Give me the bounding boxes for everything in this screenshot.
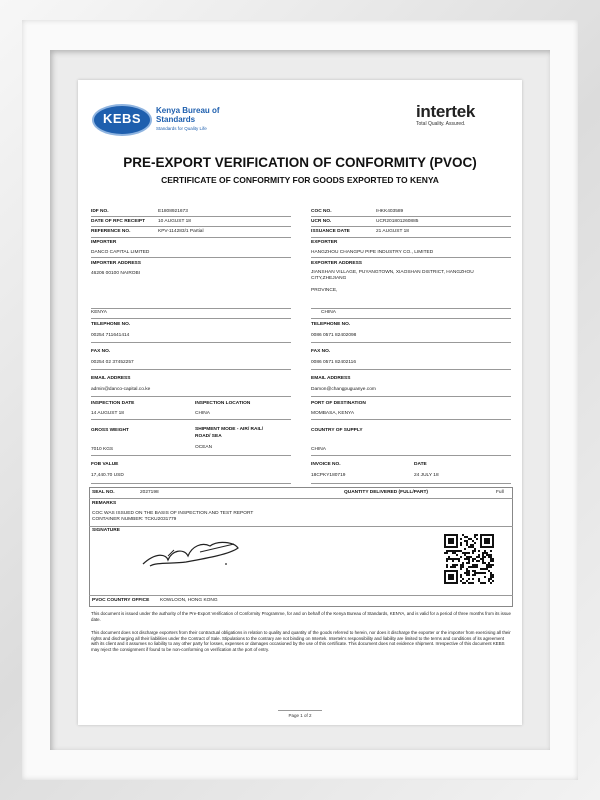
gross-weight-label: GROSS WEIGHT xyxy=(91,428,129,433)
issuance-date-label: ISSUANCE DATE xyxy=(311,229,350,234)
inspection-date-value: 14 AUGUST 18 xyxy=(91,411,124,416)
kebs-tagline: Standards for Quality Life xyxy=(156,126,207,131)
exporter-fax-label: FAX NO. xyxy=(311,349,331,354)
idf-value: E1808921673 xyxy=(158,209,188,214)
exporter-email-label: EMAIL ADDRESS xyxy=(311,376,351,381)
quantity-delivered-value: Full xyxy=(496,490,504,495)
quantity-delivered-label: QUANTITY DELIVERED (FULL/PART) xyxy=(344,490,429,495)
invoice-date-value: 24 JULY 18 xyxy=(414,473,439,478)
certificate-subtitle: CERTIFICATE OF CONFORMITY FOR GOODS EXPORTED TO KENYA xyxy=(161,175,439,185)
port-destination-value: MOMBASA, KENYA xyxy=(311,411,355,416)
importer-tel-value: 00254 711641414 xyxy=(91,333,130,338)
ucr-label: UCR NO. xyxy=(311,219,332,224)
signature-label: SIGNATURE xyxy=(92,528,120,533)
kebs-logo xyxy=(92,104,242,138)
seal-value: 2027198 xyxy=(140,490,159,495)
inspection-location-label: INSPECTION LOCATION xyxy=(195,401,251,406)
certificate-title: PRE-EXPORT VERIFICATION OF CONFORMITY (PVOC) xyxy=(123,155,477,170)
issuance-date-value: 21 AUGUST 18 xyxy=(376,229,409,234)
shipment-mode-label-2: ROAD/ SEA xyxy=(195,434,222,439)
importer-value: DANCO CAPITAL LIMITED xyxy=(91,250,150,255)
port-destination-label: PORT OF DESTINATION xyxy=(311,401,366,406)
inspection-location-value: CHINA xyxy=(195,411,210,416)
pvoc-office-label: PVOC COUNTRY OFFICE xyxy=(92,598,150,603)
coc-value: IHKK403589 xyxy=(376,209,404,214)
signature-scribble xyxy=(138,532,248,572)
kebs-name: Kenya Bureau of Standards xyxy=(156,106,220,124)
country-supply-value: CHINA xyxy=(311,447,326,452)
exporter-email-value: Damon@changpuguanye.com xyxy=(311,387,376,392)
importer-email-label: EMAIL ADDRESS xyxy=(91,376,131,381)
invoice-value: 18CPKY180719 xyxy=(311,473,346,478)
intertek-name: intertek xyxy=(416,102,476,121)
reference-value: KPV-114283/1 Partial xyxy=(158,229,204,234)
importer-fax-value: 00254 02 37452257 xyxy=(91,360,134,365)
reference-label: REFERENCE NO. xyxy=(91,229,131,234)
exporter-address-line-2: CITY,ZHEJIANG xyxy=(311,276,347,281)
ucr-value: UCR201801260885 xyxy=(376,219,419,224)
intertek-logo xyxy=(416,102,475,127)
shipment-mode-label-1: SHIPMENT MODE - AIR/ RAIL/ xyxy=(195,427,264,432)
coc-label: COC NO. xyxy=(311,209,332,214)
exporter-fax-value: 0086 0571 82402116 xyxy=(311,360,356,365)
qr-code-icon xyxy=(444,534,494,584)
seal-label: SEAL NO. xyxy=(92,490,115,495)
pvoc-office-value: KOWLOON, HONG KONG xyxy=(160,598,218,603)
exporter-address-label: EXPORTER ADDRESS xyxy=(311,261,362,266)
exporter-address-line-1: JIANSHAN VILLAGE, PUYANGTOWN, XIAOSHAN DISTRICT, HANGZHOU xyxy=(311,270,474,275)
exporter-label: EXPORTER xyxy=(311,240,338,245)
rfc-label: DATE OF RFC RECEIPT xyxy=(91,219,146,224)
importer-email-value: admin@danco-capital.co.ke xyxy=(91,387,151,392)
shipment-mode-value: OCEAN xyxy=(195,445,213,450)
fob-value: 17,440.70 USD xyxy=(91,473,124,478)
importer-tel-label: TELEPHONE NO. xyxy=(91,322,131,327)
importer-address-value: 46206 00100 NAIROBI xyxy=(91,271,141,276)
invoice-date-label: DATE xyxy=(414,462,427,467)
inspection-date-label: INSPECTION DATE xyxy=(91,401,135,406)
exporter-tel-value: 0086 0571 82402098 xyxy=(311,333,357,338)
importer-label: IMPORTER xyxy=(91,240,117,245)
exporter-country: CHINA xyxy=(321,310,336,315)
country-supply-label: COUNTRY OF SUPPLY xyxy=(311,428,363,433)
exporter-address-line-3: PROVINCE, xyxy=(311,288,338,293)
exporter-tel-label: TELEPHONE NO. xyxy=(311,322,351,327)
disclaimer-paragraph-2: This document does not discharge exporters from their contractual obligations in relation to quality and quantity of the goods referred to herein, nor does it discharge the exporter or the importer from exercising all their rights and discharging all their liabilities under the Contract of Sale. Stipulations to the contrary are not binding on Intertek. Intertek's responsibility and liability are limited to the terms and conditions of its agreement with its client and it assumes no liability to any other party for losses, expenses or damages occasioned by the use of this certificate. This document does not evidence shipment. Irrespective of this document KEBS may reject the consignment if found to be non-conforming on verification at the port of entry. xyxy=(91,630,511,652)
remarks-line-1: COC WAS ISSUED ON THE BASIS OF INSPECTION AND TEST REPORT xyxy=(92,511,254,516)
invoice-label: INVOICE NO. xyxy=(311,462,341,467)
remarks-line-2: CONTAINER NUMBER: TCKU2031779 xyxy=(92,517,177,522)
certificate-document xyxy=(78,80,522,725)
page-number: Page 1 of 2 xyxy=(288,713,312,718)
kebs-abbr: KEBS xyxy=(102,111,142,126)
fob-value-label: FOB VALUE xyxy=(91,462,119,467)
exporter-value: HANGZHOU CHANGPU PIPE INDUSTRY CO., LIMITED xyxy=(311,250,434,255)
gross-weight-value: 7010 KGS xyxy=(91,447,114,452)
intertek-tagline: Total Quality. Assured. xyxy=(416,121,466,127)
remarks-label: REMARKS xyxy=(92,501,117,506)
importer-address-label: IMPORTER ADDRESS xyxy=(91,261,141,266)
importer-fax-label: FAX NO. xyxy=(91,349,111,354)
disclaimer-paragraph-1: This document is issued under the authority of the Pre-Export Verification of Conformity Programme, for and on behalf of the Kenya Bureau of Standards, KENYA, and is valid for a period of three months from its issue date. xyxy=(91,611,511,622)
idf-label: IDF NO. xyxy=(91,209,109,214)
rfc-value: 10 AUGUST 18 xyxy=(158,219,191,224)
importer-country: KENYA xyxy=(91,310,107,315)
